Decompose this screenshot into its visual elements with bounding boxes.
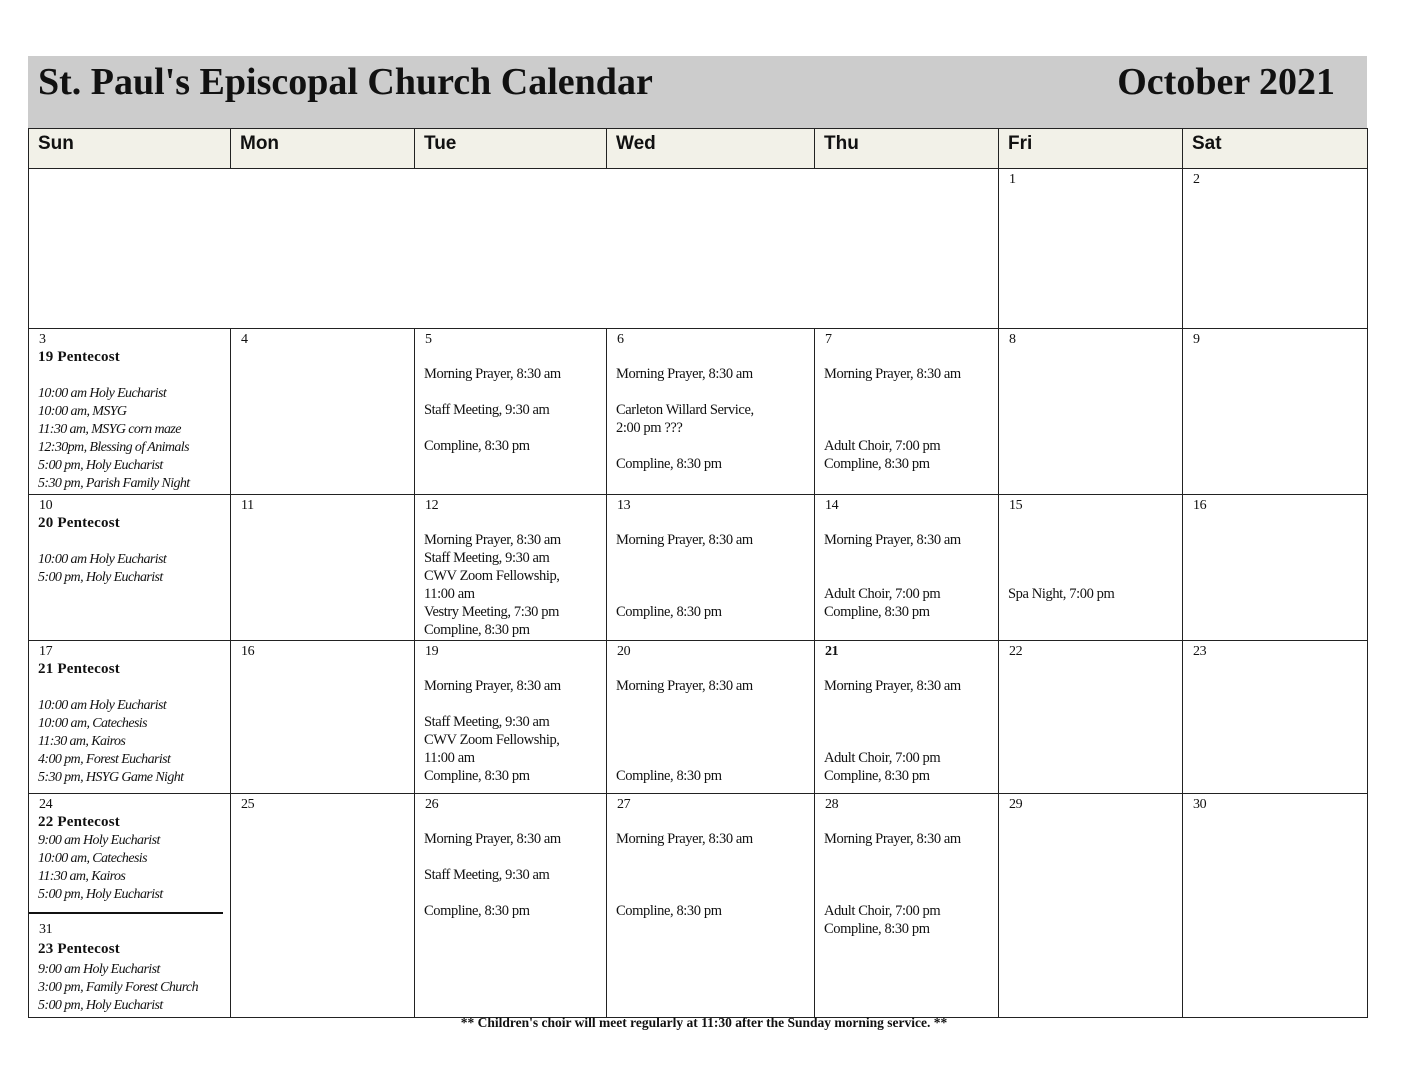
event-item: Compline, 8:30 pm <box>424 622 530 638</box>
event-item: Morning Prayer, 8:30 am <box>424 678 561 694</box>
day-number: 16 <box>241 644 255 659</box>
pentecost-label: 22 Pentecost <box>38 814 120 830</box>
event-item: Morning Prayer, 8:30 am <box>424 366 561 382</box>
event-item: 5:30 pm, Parish Family Night <box>38 476 190 491</box>
day-cell-14 <box>815 495 999 641</box>
day-number: 20 <box>617 644 631 659</box>
day-cell-29 <box>999 794 1183 1018</box>
event-item: Morning Prayer, 8:30 am <box>616 366 753 382</box>
event-item: Compline, 8:30 pm <box>824 604 930 620</box>
day-cell-10 <box>29 495 231 641</box>
day-cell-20 <box>607 641 815 794</box>
week-divider <box>29 912 223 914</box>
calendar-month: October 2021 <box>1117 61 1335 103</box>
event-item: Staff Meeting, 9:30 am <box>424 402 550 418</box>
day-cell-8 <box>999 329 1183 495</box>
day-number: 2 <box>1193 172 1200 187</box>
event-item: 11:30 am, Kairos <box>38 734 126 749</box>
event-item: CWV Zoom Fellowship, <box>424 568 560 584</box>
event-item: 5:30 pm, HSYG Game Night <box>38 770 184 785</box>
day-number: 13 <box>617 498 631 513</box>
day-number: 22 <box>1009 644 1023 659</box>
day-number: 6 <box>617 332 624 347</box>
event-item: Morning Prayer, 8:30 am <box>616 532 753 548</box>
day-cell-24 <box>29 794 231 1018</box>
event-item: Morning Prayer, 8:30 am <box>824 532 961 548</box>
sunday-events <box>38 961 198 1015</box>
event-item: 11:30 am, Kairos <box>38 869 126 884</box>
day-number: 5 <box>425 332 432 347</box>
day-number: 29 <box>1009 797 1023 812</box>
event-item: Compline, 8:30 pm <box>824 768 930 784</box>
day-cell-12 <box>415 495 607 641</box>
day-number: 17 <box>39 644 53 659</box>
day-number: 9 <box>1193 332 1200 347</box>
event-item: Adult Choir, 7:00 pm <box>824 750 941 766</box>
sunday-events <box>38 385 190 493</box>
event-item: Adult Choir, 7:00 pm <box>824 903 941 919</box>
day-number: 24 <box>39 797 53 812</box>
day-number: 16 <box>1193 498 1207 513</box>
pentecost-label: 19 Pentecost <box>38 349 120 365</box>
day-cell-3 <box>29 329 231 495</box>
day-cell-18 <box>231 641 415 794</box>
event-item: Compline, 8:30 pm <box>616 604 722 620</box>
day-number: 12 <box>425 498 439 513</box>
event-item: 3:00 pm, Family Forest Church <box>38 980 199 995</box>
event-item: 9:00 am Holy Eucharist <box>38 962 160 977</box>
day-number: 10 <box>39 498 53 513</box>
pentecost-label: 23 Pentecost <box>38 941 120 957</box>
event-item: 11:30 am, MSYG corn maze <box>38 422 181 437</box>
day-cell-19 <box>415 641 607 794</box>
weekday-mon: Mon <box>231 129 415 169</box>
event-item: Staff Meeting, 9:30 am <box>424 867 550 883</box>
day-cell-4 <box>231 329 415 495</box>
day-number: 4 <box>241 332 248 347</box>
day-number: 3 <box>39 332 46 347</box>
event-item: 10:00 am Holy Eucharist <box>38 386 167 401</box>
weekday-wed: Wed <box>607 129 815 169</box>
event-item: Compline, 8:30 pm <box>824 456 930 472</box>
day-cell-26 <box>415 794 607 1018</box>
calendar-title: St. Paul's Episcopal Church Calendar <box>38 61 653 103</box>
event-item: Compline, 8:30 pm <box>616 456 722 472</box>
day-cell-22 <box>999 641 1183 794</box>
day-number: 19 <box>425 644 439 659</box>
event-item: 12:30pm, Blessing of Animals <box>38 440 189 455</box>
weekday-fri: Fri <box>999 129 1183 169</box>
event-item: Spa Night, 7:00 pm <box>1008 586 1115 602</box>
day-number: 25 <box>241 797 255 812</box>
event-item: 5:00 pm, Holy Eucharist <box>38 998 163 1013</box>
day-number: 30 <box>1193 797 1207 812</box>
event-item: Morning Prayer, 8:30 am <box>616 831 753 847</box>
day-cell-16 <box>1183 495 1368 641</box>
day-cell-28 <box>815 794 999 1018</box>
event-item: Vestry Meeting, 7:30 pm <box>424 604 559 620</box>
day-cell-9 <box>1183 329 1368 495</box>
event-item: 10:00 am Holy Eucharist <box>38 552 167 567</box>
day-number: 11 <box>241 498 254 513</box>
day-number: 14 <box>825 498 839 513</box>
event-item: 11:00 am <box>424 586 475 602</box>
event-item: 10:00 am, Catechesis <box>38 851 147 866</box>
day-cell-30 <box>1183 794 1368 1018</box>
day-number: 1 <box>1009 172 1016 187</box>
event-item: Adult Choir, 7:00 pm <box>824 586 941 602</box>
weekday-tue: Tue <box>415 129 607 169</box>
day-cell-7 <box>815 329 999 495</box>
october-banner-cell <box>29 169 999 329</box>
weekday-thu: Thu <box>815 129 999 169</box>
day-number: 27 <box>617 797 631 812</box>
day-number: 26 <box>425 797 439 812</box>
event-item: Morning Prayer, 8:30 am <box>824 831 961 847</box>
event-item: 2:00 pm ??? <box>616 420 683 436</box>
event-item: Carleton Willard Service, <box>616 402 754 418</box>
day-cell-21 <box>815 641 999 794</box>
day-cell-17 <box>29 641 231 794</box>
footer-note: ** Children's choir will meet regularly at 11:30 after the Sunday morning service. ** <box>460 1015 948 1030</box>
day-cell-11 <box>231 495 415 641</box>
event-item: 10:00 am, MSYG <box>38 404 127 419</box>
event-item: 5:00 pm, Holy Eucharist <box>38 458 163 473</box>
event-item: 4:00 pm, Forest Eucharist <box>38 752 171 767</box>
day-cell-15 <box>999 495 1183 641</box>
event-item: 9:00 am Holy Eucharist <box>38 833 160 848</box>
event-item: Morning Prayer, 8:30 am <box>424 532 561 548</box>
event-item: Compline, 8:30 pm <box>824 921 930 937</box>
event-item: Morning Prayer, 8:30 am <box>424 831 561 847</box>
pentecost-label: 20 Pentecost <box>38 515 120 531</box>
day-number: 21 <box>825 644 839 659</box>
event-item: Compline, 8:30 pm <box>424 768 530 784</box>
day-number: 23 <box>1193 644 1207 659</box>
weekday-sat: Sat <box>1183 129 1368 169</box>
day-number-31: 31 <box>39 922 53 937</box>
event-item: Staff Meeting, 9:30 am <box>424 550 550 566</box>
event-item: CWV Zoom Fellowship, <box>424 732 560 748</box>
event-item: 10:00 am Holy Eucharist <box>38 698 167 713</box>
day-cell-25 <box>231 794 415 1018</box>
event-item: Morning Prayer, 8:30 am <box>616 678 753 694</box>
event-item: 5:00 pm, Holy Eucharist <box>38 887 163 902</box>
event-item: 10:00 am, Catechesis <box>38 716 147 731</box>
pentecost-label: 21 Pentecost <box>38 661 120 677</box>
day-cell-13 <box>607 495 815 641</box>
event-item: Compline, 8:30 pm <box>616 903 722 919</box>
event-item: Compline, 8:30 pm <box>424 903 530 919</box>
sunday-events <box>38 551 166 587</box>
calendar-grid <box>28 128 1368 1018</box>
event-item: Morning Prayer, 8:30 am <box>824 678 961 694</box>
event-item: 11:00 am <box>424 750 475 766</box>
event-item: Compline, 8:30 pm <box>616 768 722 784</box>
event-item: Adult Choir, 7:00 pm <box>824 438 941 454</box>
sunday-events <box>38 832 163 904</box>
day-cell-1 <box>999 169 1183 329</box>
day-cell-2 <box>1183 169 1368 329</box>
event-item: Morning Prayer, 8:30 am <box>824 366 961 382</box>
sunday-events <box>38 697 183 787</box>
weekday-sun: Sun <box>29 129 231 169</box>
day-number: 8 <box>1009 332 1016 347</box>
day-cell-6 <box>607 329 815 495</box>
calendar-header <box>28 56 1367 128</box>
event-item: 5:00 pm, Holy Eucharist <box>38 570 163 585</box>
day-cell-27 <box>607 794 815 1018</box>
event-item: Compline, 8:30 pm <box>424 438 530 454</box>
day-number: 15 <box>1009 498 1023 513</box>
day-number: 28 <box>825 797 839 812</box>
day-number: 7 <box>825 332 832 347</box>
day-cell-5 <box>415 329 607 495</box>
day-cell-23 <box>1183 641 1368 794</box>
event-item: Staff Meeting, 9:30 am <box>424 714 550 730</box>
